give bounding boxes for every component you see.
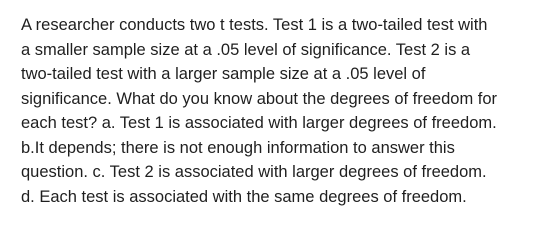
- question-line: b.It depends; there is not enough information to answer this: [21, 138, 455, 157]
- question-line: d. Each test is associated with the same degrees of freedom.: [21, 187, 467, 206]
- question-line: each test? a. Test 1 is associated with larger degrees of freedom.: [21, 114, 497, 132]
- question-line: a smaller sample size at a .05 level of significance. Test 2 is a: [21, 40, 471, 59]
- question-line: significance. What do you know about the degrees of freedom for: [21, 89, 498, 108]
- question-line: two-tailed test with a larger sample size at a .05 level of: [21, 65, 426, 83]
- question-text: [21, 13, 543, 209]
- question-line: A researcher conducts two t tests. Test 1 is a two-tailed test with: [21, 16, 488, 34]
- question-line: question. c. Test 2 is associated with larger degrees of freedom.: [21, 163, 487, 181]
